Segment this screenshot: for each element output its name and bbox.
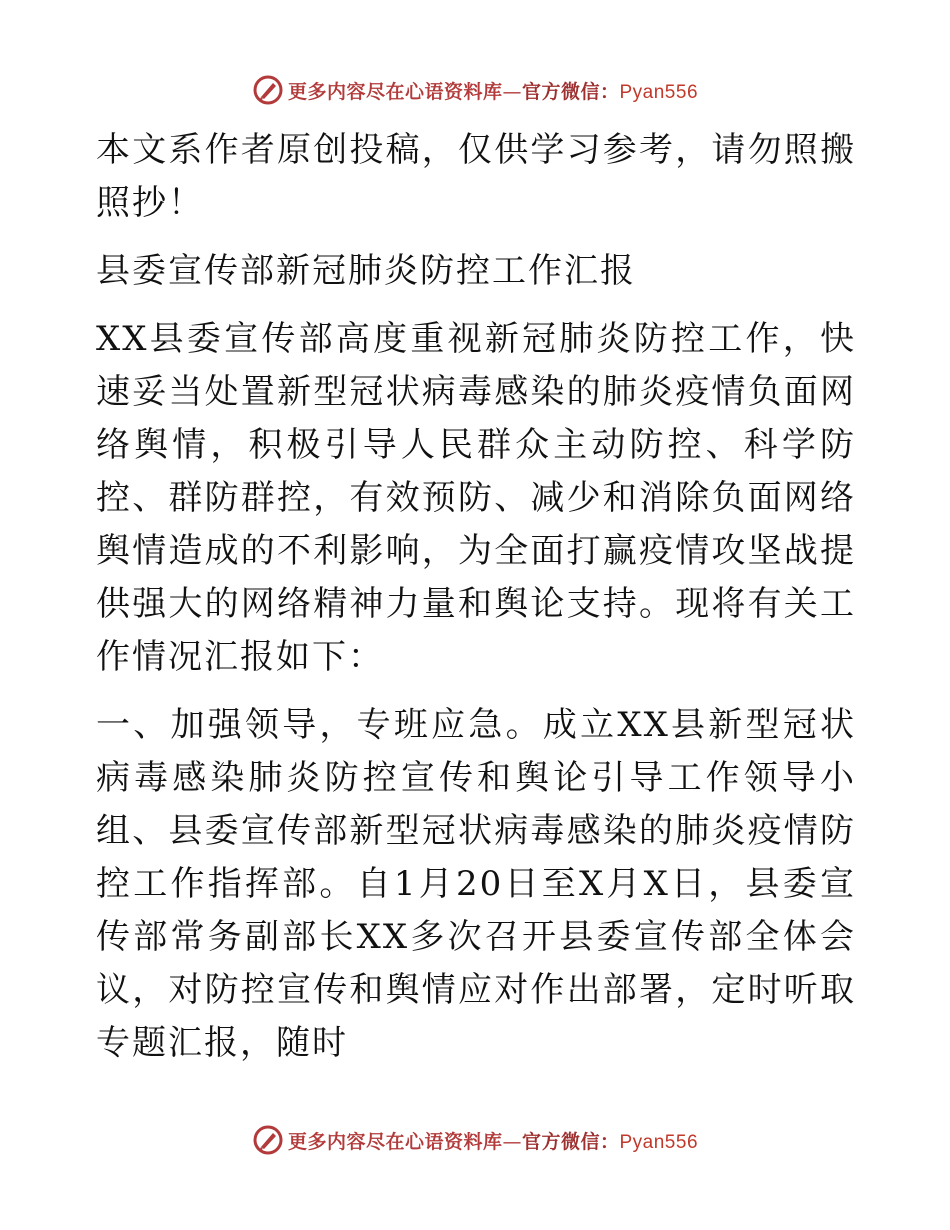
header-banner-text [288,77,698,104]
header-wechat-id: Pyan556 [619,81,699,103]
footer-watermark-banner [0,1120,950,1160]
header-watermark-banner [0,70,950,110]
header-site-text: 更多内容尽在心语资料库 [287,80,503,103]
intro-paragraph: XX县委宣传部高度重视新冠肺炎防控工作，快速妥当处置新型冠状病毒感染的肺炎疫情负面网络舆情，积极引导人民群众主动防控、科学防控、群防群控，有效预防、减少和消除负面网络舆情造成的不利影响，为全面打赢疫情攻坚战提供强大的网络精神力量和舆论支持。现将有关工作情况汇报如下： [96,319,856,677]
footer-separator: — [502,1130,522,1153]
footer-banner-text [288,1127,698,1154]
pen-logo-icon [252,1124,284,1156]
header-separator: — [502,80,522,103]
document-title: 县委宣传部新冠肺炎防控工作汇报 [96,251,636,291]
footer-wechat-label: 官方微信： [521,1130,620,1153]
section-1-paragraph: 一、加强领导，专班应急。成立XX县新型冠状病毒感染肺炎防控宣传和舆论引导工作领导小组、县委宣传部新型冠状病毒感染的肺炎疫情防控工作指挥部。自1月20日至X月X日，县委宣传部常务副部长XX多次召开县委宣传部全体会议，对防控宣传和舆情应对作出部署，定时听取专题汇报，随时 [96,705,856,1063]
pen-logo-icon [252,74,284,106]
document-body [96,124,856,1085]
footer-wechat-id: Pyan556 [619,1131,699,1153]
copyright-notice: 本文系作者原创投稿，仅供学习参考，请勿照搬照抄！ [96,130,856,223]
header-wechat-label: 官方微信： [521,80,620,103]
footer-site-text: 更多内容尽在心语资料库 [287,1130,503,1153]
